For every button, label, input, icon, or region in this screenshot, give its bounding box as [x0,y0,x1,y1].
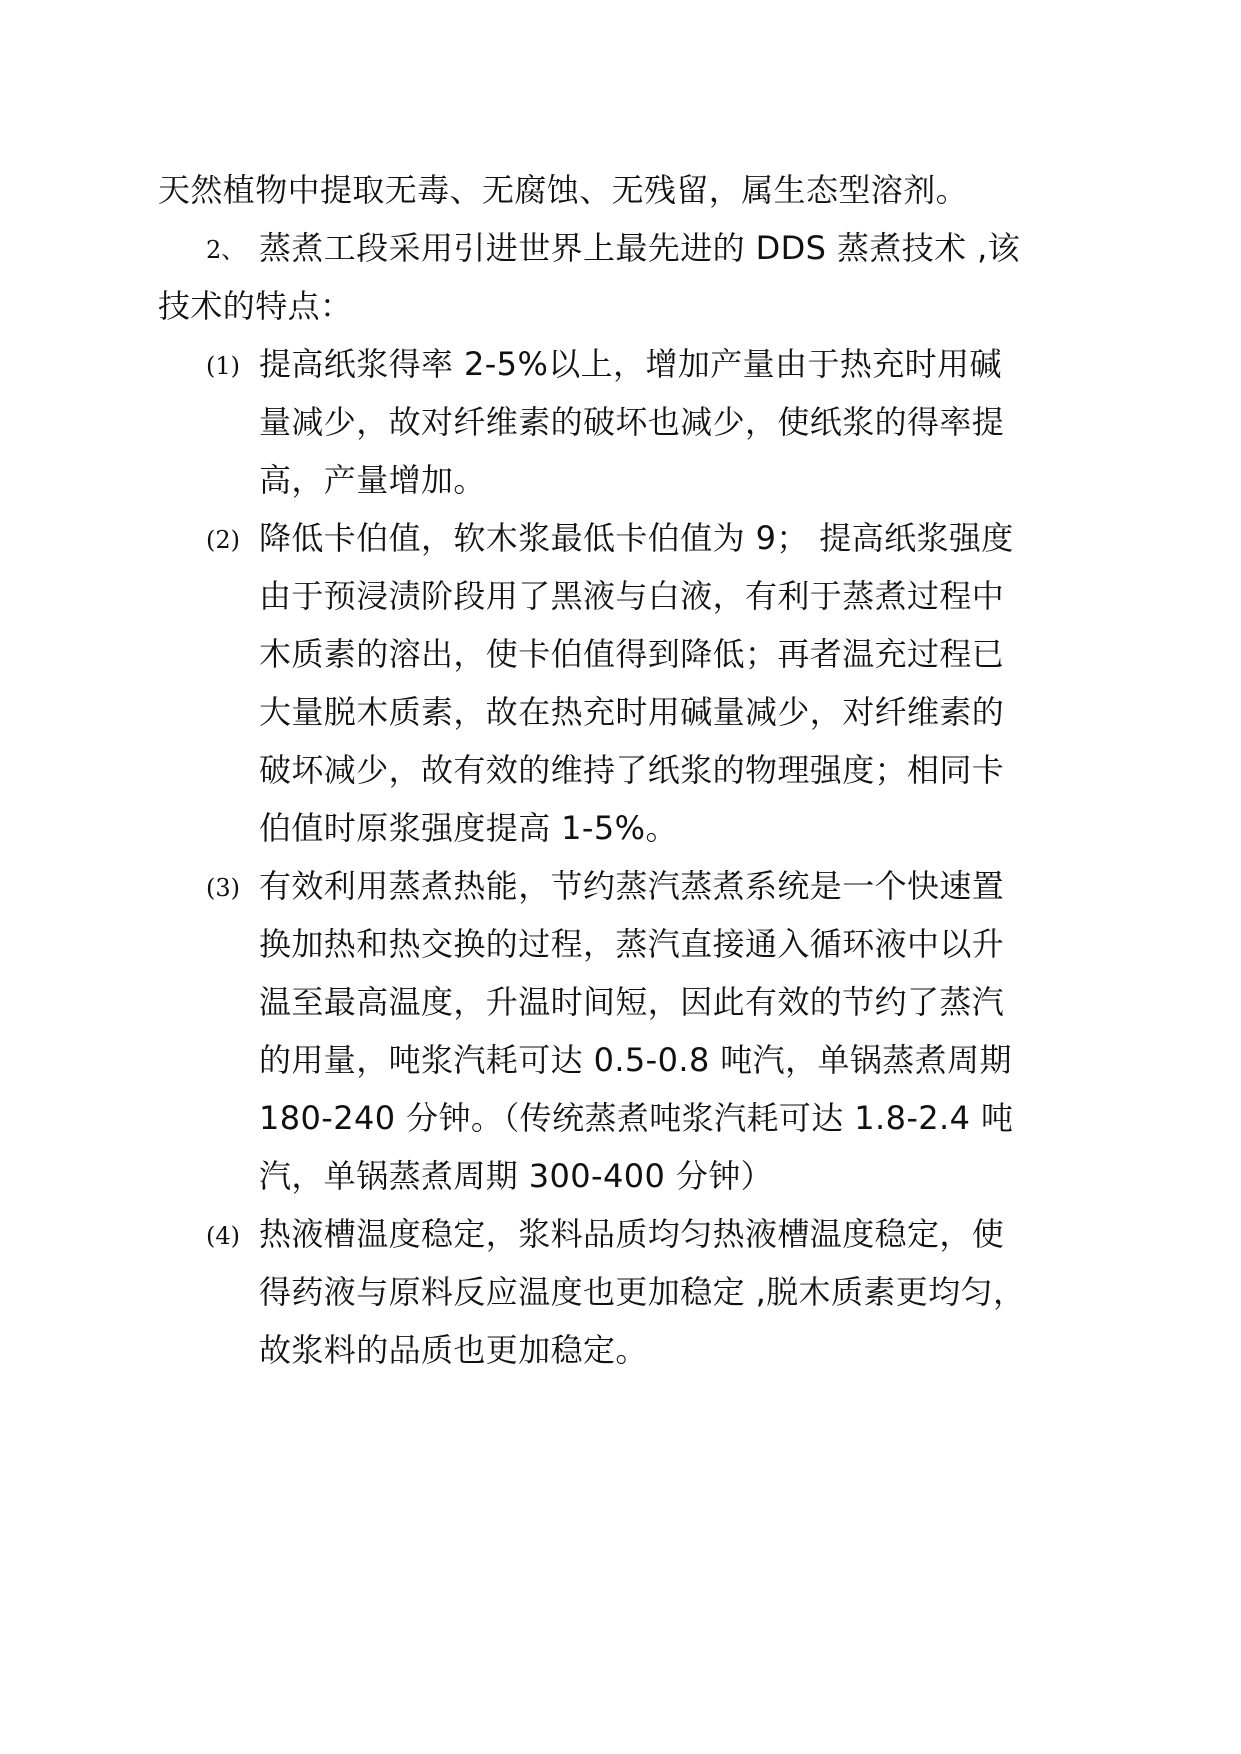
item-marker: (4) [206,1222,240,1250]
item-line: 热液槽温度稳定，浆料品质均匀热液槽温度稳定，使 [259,1215,1005,1253]
item-line: 由于预浸渍阶段用了黑液与白液，有利于蒸煮过程中 [259,577,1005,615]
item-line: 汽，单锅蒸煮周期 300-400 分钟） [259,1157,774,1195]
section-line: 蒸煮工段采用引进世界上最先进的 DDS 蒸煮技术 ,该 [259,229,1021,267]
item-line: 伯值时原浆强度提高 1-5%。 [259,809,678,847]
item-line: 有效利用蒸煮热能，节约蒸汽蒸煮系统是一个快速置 [259,867,1005,905]
item-line: 量减少，故对纤维素的破坏也减少，使纸浆的得率提 [259,403,1005,441]
section-line: 技术的特点： [158,287,353,325]
item-line: 的用量，吨浆汽耗可达 0.5-0.8 吨汽，单锅蒸煮周期 [259,1041,1012,1079]
intro-line: 天然植物中提取无毒、无腐蚀、无残留，属生态型溶剂。 [158,171,969,209]
item-marker: (2) [206,526,240,554]
item-line: 降低卡伯值，软木浆最低卡伯值为 9； 提高纸浆强度 [259,519,1014,557]
item-marker: (3) [206,874,240,902]
item-line: 大量脱木质素，故在热充时用碱量减少，对纤维素的 [259,693,1005,731]
item-marker: (1) [206,352,240,380]
item-line: 高，产量增加。 [259,461,486,499]
item-line: 换加热和热交换的过程，蒸汽直接通入循环液中以升 [259,925,1005,963]
item-line: 破坏减少，故有效的维持了纸浆的物理强度；相同卡 [259,751,1005,789]
item-line: 故浆料的品质也更加稳定。 [259,1331,648,1369]
item-line: 木质素的溶出，使卡伯值得到降低；再者温充过程已 [259,635,1005,673]
item-line: 180-240 分钟。（传统蒸煮吨浆汽耗可达 1.8-2.4 吨 [259,1099,1014,1137]
section-marker: 2、 [206,236,246,264]
item-line: 温至最高温度，升温时间短，因此有效的节约了蒸汽 [259,983,1005,1021]
item-line: 提高纸浆得率 2-5%以上，增加产量由于热充时用碱 [259,345,1002,383]
item-line: 得药液与原料反应温度也更加稳定 ,脱木质素更均匀， [259,1273,1026,1311]
